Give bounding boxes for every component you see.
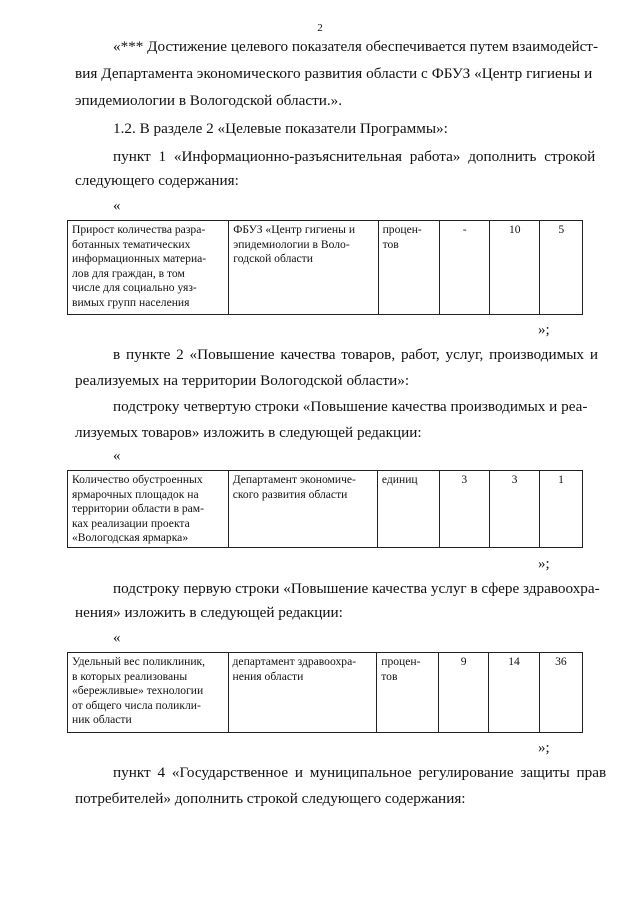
cell-line: ФБУЗ «Центр гигиены и bbox=[233, 223, 356, 236]
executor-cell bbox=[228, 653, 377, 733]
table-1 bbox=[67, 220, 583, 315]
cell-line: ник области bbox=[72, 713, 132, 726]
cell-line: единиц bbox=[381, 473, 418, 486]
section-heading: 1.2. В разделе 2 «Целевые показатели Программы»: bbox=[113, 120, 448, 137]
cell-line: эпидемиологии в Воло- bbox=[233, 237, 350, 251]
cell-line: от общего числа поликли- bbox=[72, 698, 201, 712]
table-row bbox=[68, 653, 583, 733]
page-number: 2 bbox=[317, 22, 323, 34]
value-cell: 5 bbox=[540, 221, 583, 315]
indicator-name-cell bbox=[68, 471, 229, 548]
close-quote: »; bbox=[538, 556, 550, 572]
table-row bbox=[68, 221, 583, 315]
p1-text: «*** Достижение целевого показателя обеспечивается путем взаимодейст- bbox=[113, 38, 599, 55]
indicator-name-cell bbox=[68, 653, 229, 733]
cell-line: Количество обустроенных bbox=[72, 473, 203, 486]
paragraph-3-line-1: пункт 1 «Информационно-разъяснительная работа» дополнить строкой bbox=[113, 148, 596, 165]
paragraph-5-line-2: лизуемых товаров» изложить в следующей редакции: bbox=[75, 424, 422, 441]
paragraph-6-line-1: подстроку первую строки «Повышение качества услуг в сфере здравоохра- bbox=[113, 580, 600, 597]
value-cell: 14 bbox=[489, 653, 540, 733]
cell-line: ярмарочных площадок на bbox=[72, 487, 199, 501]
cell-line: процен- bbox=[382, 223, 422, 236]
value-cell: - bbox=[440, 221, 490, 315]
cell-line: ботанных тематических bbox=[72, 237, 191, 251]
value-cell: 3 bbox=[489, 471, 539, 548]
paragraph-4-line-2: реализуемых на территории Вологодской области»: bbox=[75, 372, 410, 389]
paragraph-3-line-2: следующего содержания: bbox=[75, 172, 239, 189]
open-quote: « bbox=[113, 198, 121, 214]
executor-cell bbox=[228, 471, 377, 548]
paragraph-1-line-3: эпидемиологии в Вологодской области.». bbox=[75, 92, 343, 109]
cell-line: числе для социально уяз- bbox=[72, 281, 197, 294]
cell-line: годской области bbox=[233, 252, 313, 265]
cell-line: в которых реализованы bbox=[72, 669, 188, 683]
indicator-name-cell bbox=[68, 221, 229, 315]
unit-cell bbox=[378, 221, 440, 315]
paragraph-5-line-1: подстроку четвертую строки «Повышение качества производимых и реа- bbox=[113, 398, 588, 415]
table-2 bbox=[67, 470, 583, 548]
cell-line: процен- bbox=[381, 655, 421, 668]
unit-cell bbox=[377, 471, 439, 548]
open-quote: « bbox=[113, 630, 121, 646]
cell-line: департамент здравоохра- bbox=[232, 655, 357, 668]
cell-line: Удельный вес поликлиник, bbox=[72, 655, 206, 668]
cell-line: тов bbox=[382, 237, 399, 251]
paragraph-1-line-2: вия Департамента экономического развития области с ФБУЗ «Центр гигиены и bbox=[75, 65, 593, 82]
value-cell: 36 bbox=[539, 653, 582, 733]
cell-line: территории области в рам- bbox=[72, 502, 204, 515]
cell-line: Департамент экономиче- bbox=[232, 473, 356, 486]
paragraph-7-line-1: пункт 4 «Государственное и муниципальное регулирование защиты прав bbox=[113, 764, 607, 781]
close-quote: »; bbox=[538, 740, 550, 756]
paragraph-6-line-2: нения» изложить в следующей редакции: bbox=[75, 604, 343, 621]
value-cell: 10 bbox=[490, 221, 540, 315]
open-quote: « bbox=[113, 448, 121, 464]
table-row bbox=[68, 471, 583, 548]
value-cell: 9 bbox=[439, 653, 489, 733]
cell-line: «Вологодская ярмарка» bbox=[72, 531, 189, 544]
paragraph-1-line-1 bbox=[113, 38, 601, 56]
cell-line: ках реализации проекта bbox=[72, 516, 190, 530]
cell-line: «бережливые» технологии bbox=[72, 684, 204, 697]
cell-line: информационных материа- bbox=[72, 252, 207, 265]
cell-line: тов bbox=[381, 669, 398, 683]
cell-line: ского развития области bbox=[232, 487, 348, 501]
executor-cell bbox=[229, 221, 378, 315]
unit-cell bbox=[377, 653, 439, 733]
cell-line: нения области bbox=[232, 669, 304, 683]
value-cell: 1 bbox=[540, 471, 583, 548]
paragraph-4-line-1: в пункте 2 «Повышение качества товаров, работ, услуг, производимых и bbox=[113, 346, 598, 363]
cell-line: Прирост количества разра- bbox=[72, 223, 206, 236]
table-3 bbox=[67, 652, 583, 733]
cell-line: вимых групп населения bbox=[72, 295, 190, 309]
close-quote: »; bbox=[538, 322, 550, 338]
paragraph-7-line-2: потребителей» дополнить строкой следующего содержания: bbox=[75, 790, 466, 807]
value-cell: 3 bbox=[439, 471, 489, 548]
cell-line: лов для граждан, в том bbox=[72, 266, 185, 280]
